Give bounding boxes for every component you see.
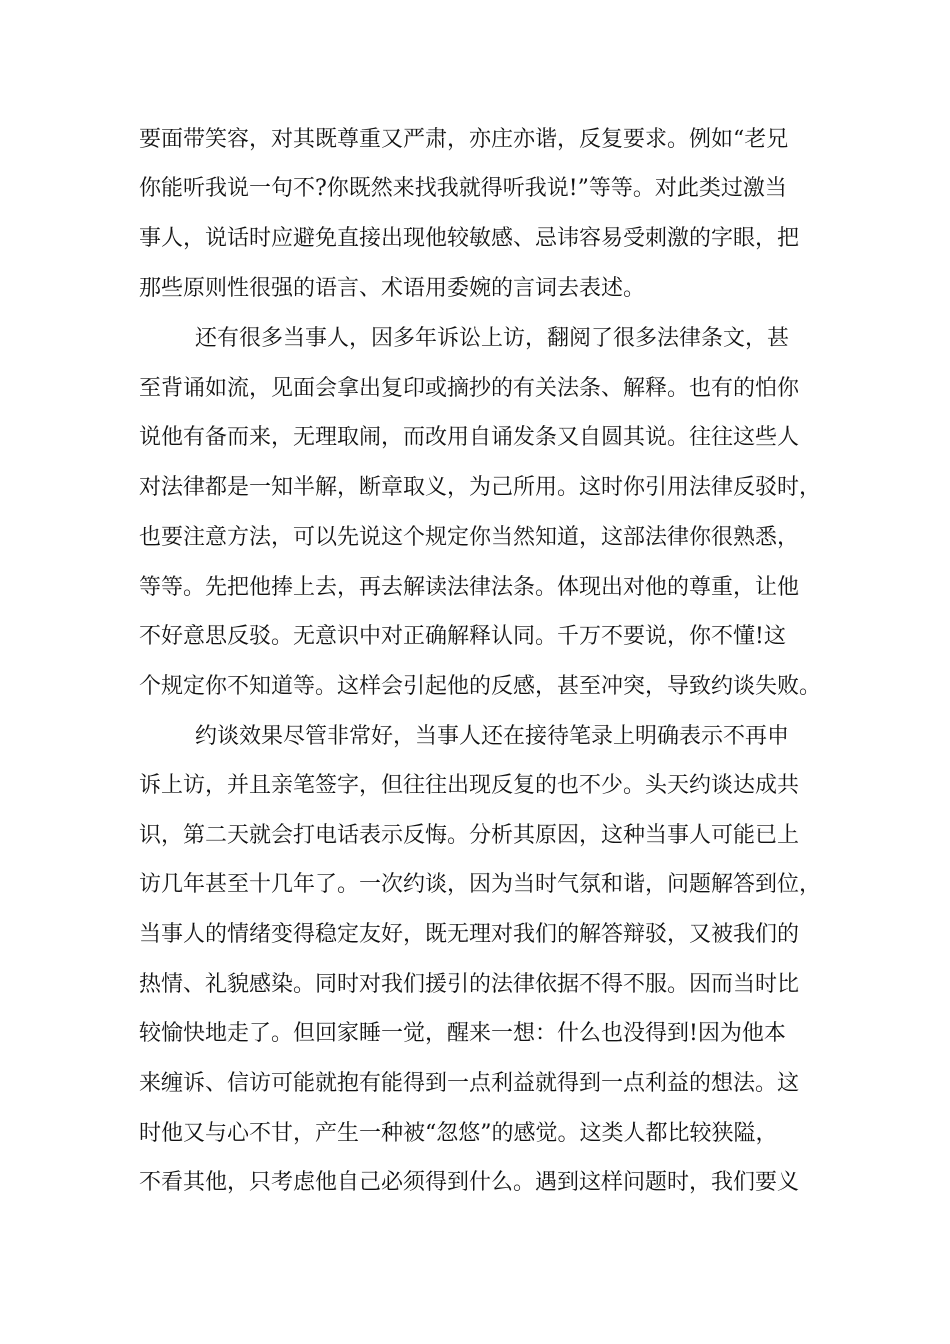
text-line-20: 来缠诉、信访可能就抱有能得到一点利益就得到一点利益的想法。这 — [139, 1071, 800, 1096]
text-line-17: 当事人的情绪变得稳定友好，既无理对我们的解答辩驳，又被我们的 — [139, 922, 800, 947]
text-line-15: 识，第二天就会打电话表示反悔。分析其原因，这种当事人可能已上 — [139, 823, 800, 848]
text-line-16: 访几年甚至十几年了。一次约谈，因为当时气氛和谐，问题解答到位， — [139, 872, 822, 897]
text-line-13: 约谈效果尽管非常好，当事人还在接待笔录上明确表示不再申 — [195, 724, 790, 749]
text-line-10: 等等。先把他捧上去，再去解读法律法条。体现出对他的尊重，让他 — [139, 575, 800, 600]
text-line-12: 个规定你不知道等。这样会引起他的反感，甚至冲突，导致约谈失败。 — [139, 674, 822, 699]
text-line-11: 不好意思反驳。无意识中对正确解释认同。千万不要说，你不懂!这 — [139, 624, 786, 649]
text-line-9: 也要注意方法，可以先说这个规定你当然知道，这部法律你很熟悉， — [139, 525, 800, 550]
text-line-4: 那些原则性很强的语言、术语用委婉的言词去表述。 — [139, 276, 646, 301]
text-line-7: 说他有备而来，无理取闹，而改用自诵发条又自圆其说。往往这些人 — [139, 425, 800, 450]
text-line-18: 热情、礼貌感染。同时对我们援引的法律依据不得不服。因而当时比 — [139, 972, 800, 997]
text-line-2: 你能听我说一句不?你既然来找我就得听我说!”等等。对此类过激当 — [139, 176, 787, 201]
text-line-19: 较愉快地走了。但回家睡一觉，醒来一想：什么也没得到!因为他本 — [139, 1021, 786, 1046]
text-line-3: 事人，说话时应避免直接出现他较敏感、忌讳容易受刺激的字眼，把 — [139, 226, 800, 251]
text-line-21: 时他又与心不甘，产生一种被“忽悠”的感觉。这类人都比较狭隘， — [139, 1121, 778, 1146]
text-line-14: 诉上访，并且亲笔签字，但往往出现反复的也不少。头天约谈达成共 — [139, 773, 800, 798]
text-line-5: 还有很多当事人，因多年诉讼上访，翻阅了很多法律条文，甚 — [195, 326, 790, 351]
text-line-6: 至背诵如流，见面会拿出复印或摘抄的有关法条、解释。也有的怕你 — [139, 376, 800, 401]
text-line-22: 不看其他，只考虑他自己必须得到什么。遇到这样问题时，我们要义 — [139, 1170, 800, 1195]
text-line-8: 对法律都是一知半解，断章取义，为己所用。这时你引用法律反驳时， — [139, 475, 822, 500]
text-line-1: 要面带笑容，对其既尊重又严肃，亦庄亦谐，反复要求。例如“老兄 — [139, 127, 789, 152]
